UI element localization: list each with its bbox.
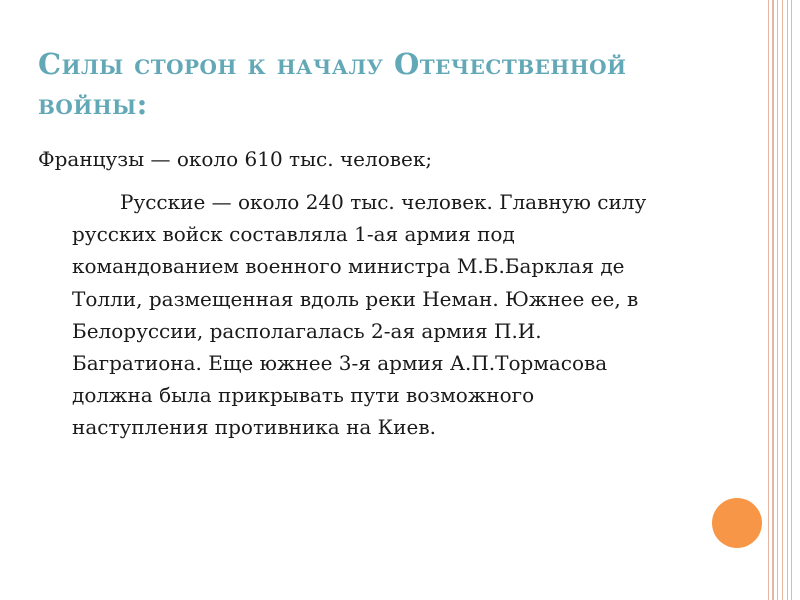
- decorative-line: [787, 0, 788, 600]
- decorative-line: [772, 0, 774, 600]
- body-paragraph-russian: Русские — около 240 тыс. человек. Главную силу русских войск составляла 1-ая армия под командованием военного министра М.Б.Барклая де Толли, размещенная вдоль реки Неман. Южнее ее, в Белоруссии, располагалась 2-ая армия П.И. Багратиона. Еще южнее 3-я армия А.П.Тормасова должна была прикрывать пути возможного наступления противника на Киев.: [72, 190, 647, 440]
- decorative-line: [768, 0, 769, 600]
- body-line-french: Французы — около 610 тыс. человек;: [38, 147, 433, 171]
- decorative-line: [777, 0, 778, 600]
- accent-circle: [712, 498, 762, 548]
- slide-title: Силы сторон к началу Отечественной войны:: [38, 47, 627, 121]
- decorative-line: [782, 0, 783, 600]
- decorative-line: [791, 0, 792, 600]
